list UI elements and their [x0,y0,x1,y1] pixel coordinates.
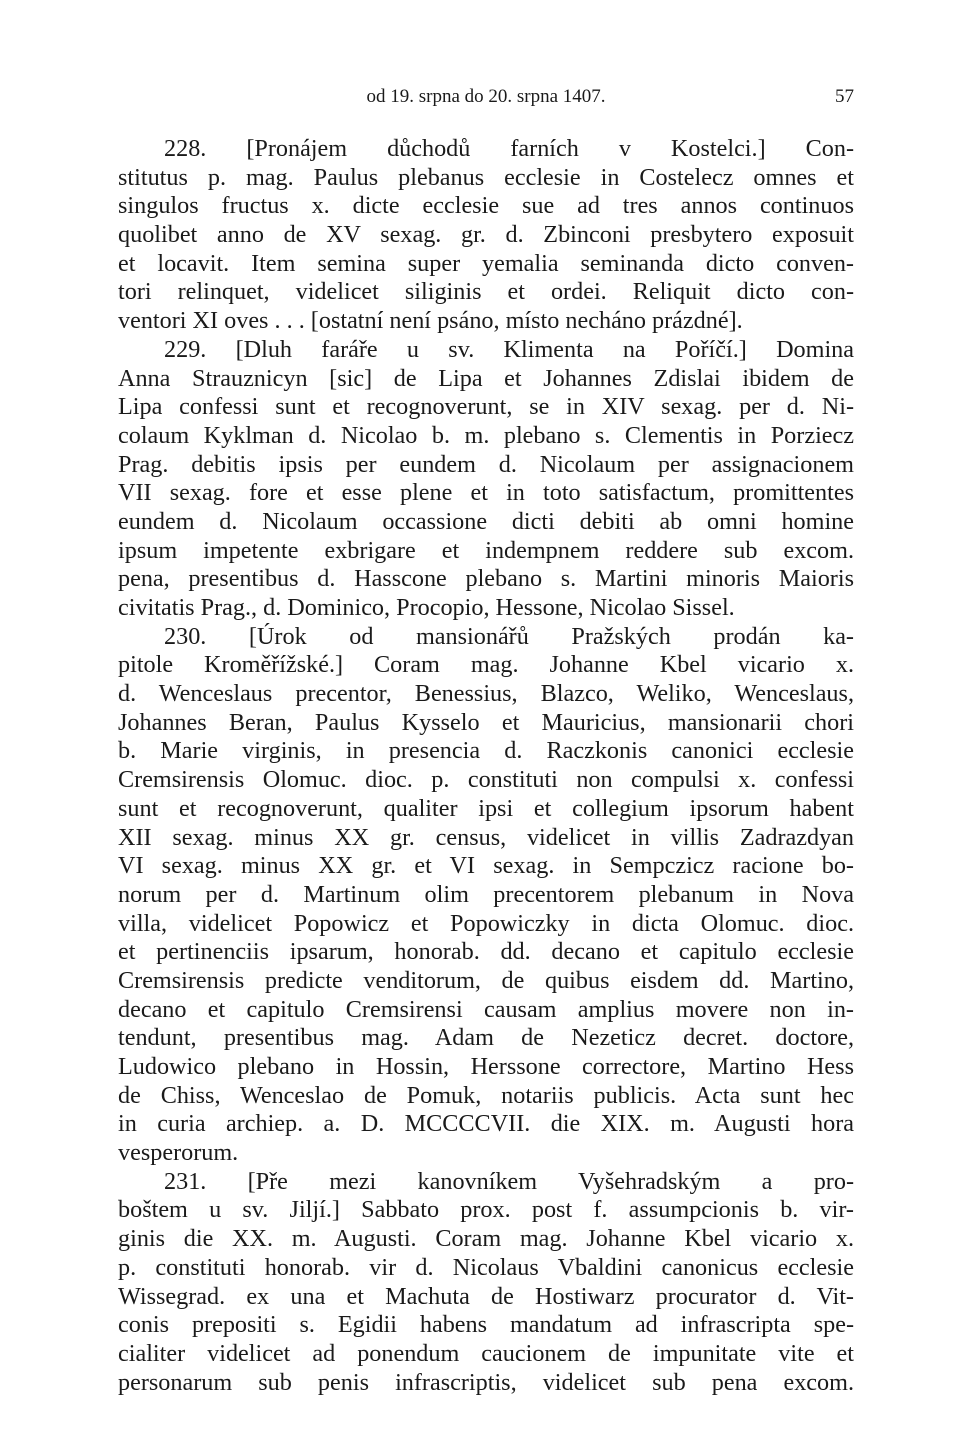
text-line: eundem d. Nicolaum occassione dicti debiti ab omni homine [118,507,854,535]
text-line: decano et capitulo Cremsirensi causam amplius movere non in- [118,995,854,1023]
text-line: sunt et recognoverunt, qualiter ipsi et collegium ipsorum habent [118,794,854,822]
text-line: de Chiss, Wenceslao de Pomuk, notariis publicis. Acta sunt hec [118,1081,854,1109]
text-line: cialiter videlicet ad ponendum caucionem de impunitate vite et [118,1339,854,1367]
text-line: 230. [Úrok od mansionářů Pražských prodán ka- [164,622,854,650]
text-line: XII sexag. minus XX gr. census, videlicet in villis Zadrazdyan [118,823,854,851]
text-line: norum per d. Martinum olim precentorem plebanum in Nova [118,880,854,908]
text-line: conis prepositi s. Egidii habens mandatum ad infrascripta spe- [118,1311,854,1339]
text-line: vesperorum. [118,1139,239,1167]
text-line: pena, presentibus d. Hasscone plebano s. Martini minoris Maioris [118,565,854,593]
text-line: stitutus p. mag. Paulus plebanus ecclesie in Costelecz omnes et [118,163,854,191]
running-title: od 19. srpna do 20. srpna 1407. [366,86,606,107]
text-line: boštem u sv. Jiljí.] Sabbato prox. post f. assumpcionis b. vir- [118,1196,854,1224]
text-line: Ludowico plebano in Hossin, Herssone correctore, Martino Hess [118,1053,854,1080]
text-line: singulos fructus x. dicte ecclesie sue ad tres annos continuos [118,192,854,220]
text-line: ginis die XX. m. Augusti. Coram mag. Johanne Kbel vicario x. [118,1225,854,1253]
text-line: Anna Strauznicyn [sic] de Lipa et Johannes Zdislai ibidem de [118,364,854,392]
text-line: 228. [Pronájem důchodů farních v Kostelci.] Con- [164,135,854,162]
text-line: b. Marie virginis, in presencia d. Raczkonis canonici ecclesie [118,737,854,765]
text-line: villa, videlicet Popowicz et Popowiczky in dicta Olomuc. dioc. [118,909,854,937]
text-line: civitatis Prag., d. Dominico, Procopio, Hessone, Nicolao Sissel. [118,594,735,621]
text-line: 231. [Pře mezi kanovníkem Vyšehradským a pro- [164,1167,854,1195]
text-line: p. constituti honorab. vir d. Nicolaus Vbaldini canonicus ecclesie [118,1253,854,1281]
text-line: et pertinenciis ipsarum, honorab. dd. decano et capitulo ecclesie [118,938,854,966]
text-line: tori relinquet, videlicet siliginis et ordei. Reliquit dicto con- [118,278,854,306]
text-line: Lipa confessi sunt et recognoverunt, se in XIV sexag. per d. Ni- [118,393,854,421]
text-line: Prag. debitis ipsis per eundem d. Nicolaum per assignacionem [118,450,854,478]
text-line: ventori XI oves . . . [ostatní není psáno, místo necháno prázdné]. [118,307,743,335]
text-line: quolibet anno de XV sexag. gr. d. Zbinconi presbytero exposuit [118,221,854,249]
text-line: et locavit. Item semina super yemalia seminanda dicto conven- [118,249,854,277]
text-line: Wissegrad. ex una et Machuta de Hostiwarz procurator d. Vit- [118,1282,854,1310]
text-line: in curia archiep. a. D. MCCCCVII. die XIX. m. Augusti hora [118,1110,854,1138]
text-line: Cremsirensis predicte venditorum, de quibus eisdem dd. Martino, [118,966,854,994]
page-number: 57 [835,86,854,107]
text-line: colaum Kyklman d. Nicolao b. m. plebano s. Clementis in Porziecz [118,421,854,449]
running-header [118,86,854,116]
text-line: pitole Kroměřížské.] Coram mag. Johanne Kbel vicario x. [118,651,854,679]
document-body [118,135,854,1397]
text-line: VI sexag. minus XX gr. et VI sexag. in Sempczicz racione bo- [118,852,854,880]
text-line: ipsum impetente exbrigare et indempnem reddere sub excom. [118,536,854,564]
text-line: Johannes Beran, Paulus Kysselo et Mauricius, mansionarii chori [118,708,854,736]
text-line: Cremsirensis Olomuc. dioc. p. constituti non compulsi x. confessi [118,766,854,794]
text-line: VII sexag. fore et esse plene et in toto satisfactum, promittentes [118,479,854,507]
text-line: tendunt, presentibus mag. Adam de Nezeticz decret. doctore, [118,1024,854,1052]
text-line: 229. [Dluh faráře u sv. Klimenta na Poříčí.] Domina [164,335,854,363]
text-line: personarum sub penis infrascriptis, videlicet sub pena excom. [118,1368,854,1396]
text-line: d. Wenceslaus precentor, Benessius, Blazco, Weliko, Wenceslaus, [118,680,854,708]
